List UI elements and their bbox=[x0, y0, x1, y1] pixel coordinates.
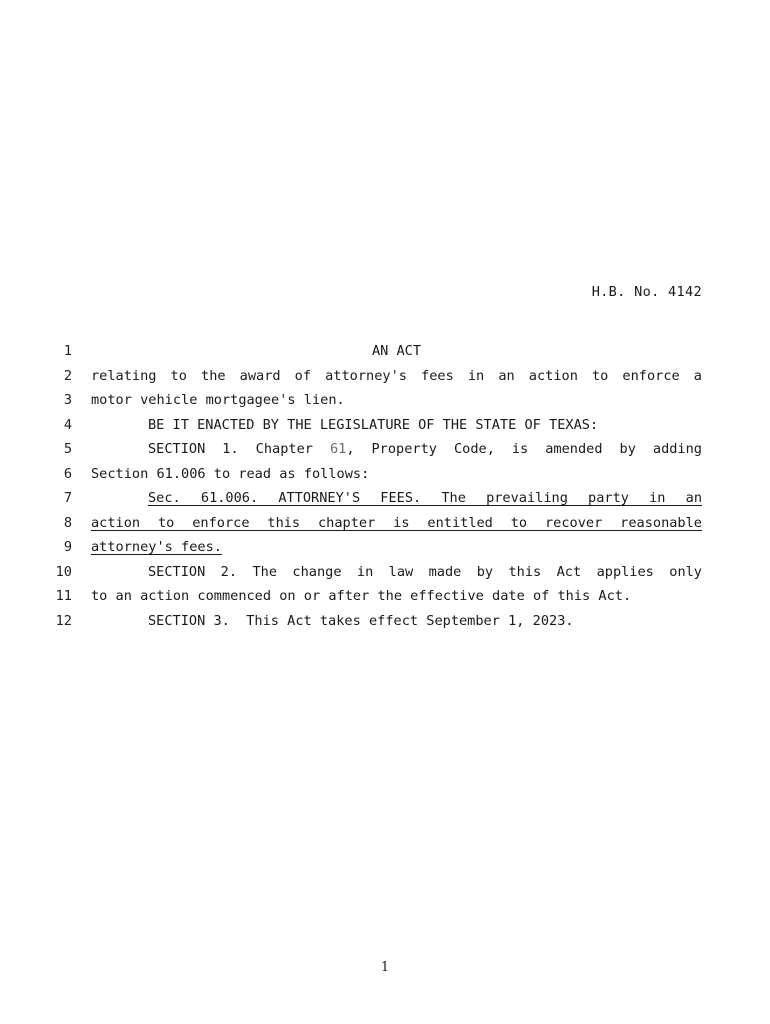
line-number: 9 bbox=[63, 539, 72, 555]
line-2 bbox=[0, 367, 770, 392]
line-number: 2 bbox=[63, 367, 72, 384]
line-number: 12 bbox=[55, 612, 72, 629]
line-number: 7 bbox=[63, 490, 72, 506]
line-number: 5 bbox=[63, 441, 72, 457]
section-1-text: Section 61.006 to read as follows: bbox=[91, 465, 370, 482]
line-number: 4 bbox=[63, 416, 72, 433]
new-section-text: action to enforce this chapter is entitled to recover reasonable bbox=[91, 514, 702, 531]
enacting-clause bbox=[91, 416, 702, 434]
line-5 bbox=[0, 440, 770, 465]
line-number: 11 bbox=[55, 588, 72, 604]
enacting-clause-text: BE IT ENACTED BY THE LEGISLATURE OF THE STATE OF TEXAS: bbox=[148, 416, 599, 433]
caption-text: motor vehicle mortgagee's lien. bbox=[91, 392, 345, 408]
line-number: 6 bbox=[63, 465, 72, 482]
line-7 bbox=[0, 489, 770, 514]
section-2-text: SECTION 2. The change in law made by this Act applies only bbox=[148, 563, 702, 580]
section-2-text: to an action commenced on or after the effective date of this Act. bbox=[91, 588, 632, 604]
chapter-reference: 61 bbox=[329, 441, 347, 457]
line-4 bbox=[0, 416, 770, 441]
bill-number: H.B. No. 4142 bbox=[591, 284, 702, 300]
line-9 bbox=[0, 538, 770, 563]
section-3-text: SECTION 3. This Act takes effect September 1, 2023. bbox=[148, 612, 574, 629]
line-number: 1 bbox=[63, 343, 72, 359]
line-12 bbox=[0, 612, 770, 637]
section-1-text: SECTION 1. Chapter 61, Property Code, is amended by adding bbox=[148, 441, 702, 457]
line-number: 8 bbox=[63, 514, 72, 531]
bill-text bbox=[0, 342, 770, 636]
line-number: 3 bbox=[63, 392, 72, 408]
line-1 bbox=[0, 342, 770, 367]
line-11 bbox=[0, 587, 770, 612]
caption-text: relating to the award of attorney's fees in an action to enforce a bbox=[91, 367, 702, 384]
new-section-text: Sec. 61.006. ATTORNEY'S FEES. The prevailing party in an bbox=[148, 490, 702, 506]
line-number: 10 bbox=[55, 563, 72, 580]
page-number: 1 bbox=[380, 960, 390, 975]
line-8 bbox=[0, 514, 770, 539]
line-10 bbox=[0, 563, 770, 588]
line-6 bbox=[0, 465, 770, 490]
new-section-text: attorney's fees. bbox=[91, 539, 222, 555]
act-title: AN ACT bbox=[371, 343, 422, 359]
line-3 bbox=[0, 391, 770, 416]
